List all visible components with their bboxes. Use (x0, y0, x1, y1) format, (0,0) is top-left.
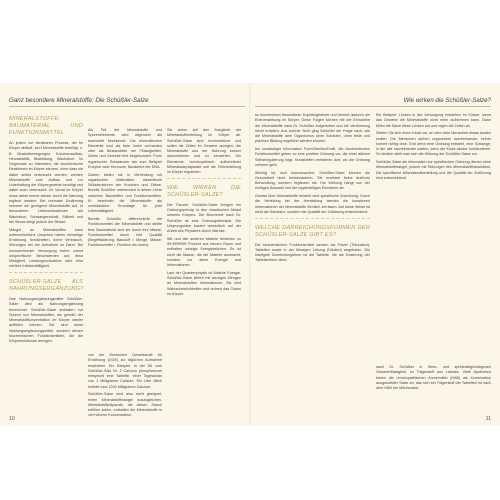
paragraph: Wir und alle anderen Materie bestehen zu 99,9999999 Prozent aus leerem Raum und enthalten winzige Energieteilchen. Es ist nicht die Masse, die die Materie ausmacht, sondern vor allem Energie und Informationen. (167, 236, 241, 267)
section-heading: WIE WIRKEN DIE SCHÜßLER-SALZE? (167, 184, 241, 198)
left-column-3 (167, 128, 241, 300)
paragraph: An jedem nur denkbaren Prozess, der im Körper abläuft, sind Mineralstoffe beteiligt, z. B. Muskelbewegungen, Knochenaufbau, Herzaktivität, Blutbildung, Wachstum. Im Gegensatz zu Vitaminen, die biochemische Reaktionen im Körper steuern, ohne dass sie dabei selbst verbraucht werden, werden Mineralstoffe zum Aufbau und zur Unterhaltung der Körpergewebe benötigt und dabei auch verbraucht. Ihr Vorrat im Körper muss daher immer wieder durch die Nahrung ergänzt werden. Bei normaler Ernährung nehmen wir genügend Mineralstoffe auf. In besonderen Lebenssituationen wie Wachstum, Schwangerschaft, Stillzeit und bei Stress steigt jedoch der Bedarf. (9, 141, 83, 224)
paragraph: bei zuständiger Information Form/Struktur/Kraft, die biochemischen Funktionsmittel geben so eine positive Ordnung vor, die einer aktiven Selbstregulierung folgt. Krankheiten entstehen dort, wo die Ordnung verloren geht. (255, 147, 370, 167)
left-column-2 (88, 128, 162, 251)
paragraph: Das Nahrungsergänzungsmittel Schüßler-Salze wird als Nahrungsergänzung bezeichnet. Schüßler-Salze enthalten nur Spuren von Mineralstoffen, die gemäß der Mineralstoffkonzentration im Körper wieder auffüllen können. Sie sind keine Nahrungsergänzungsmittel, sondern dienen biochemischen Funktionsmitteln, die die Körperfunktionen anregen. (9, 297, 83, 343)
paragraph: von der Deutschen Gesellschaft für Ernährung (DGE) zur täglichen Aufnahme empfohlen. Ein Beispiel: In der D6 vom Schüßler-Salz Nr. 2 Calcium phosphoricum entspricht eine Tablette, einer Tagesdosis von 1 Milligramm Calcium. Ein Liter Milch enthält rund 1200 Milligramm Calcium. (88, 353, 162, 389)
running-header-left: Ganz besondere Mineralstoffe: Die Schüßler-Salze (9, 97, 149, 104)
right-column-2-lower (376, 365, 491, 394)
page-number-right: 11 (485, 416, 491, 422)
page-number-left: 10 (9, 416, 15, 422)
paragraph: Mangel an Mineralstoffen kann unterschiedliche Ursachen haben: einseitige Ernährung, Krankheiten, hoher Verbrauch, Störungen bei der Aufnahme im Darm. Bei unzureichender Versorgung treten zuerst unspezifische Beschwerden auf, etwa Müdigkeit, Leistungsschwäche oder eine erhöhte Infektanfälligkeit. (9, 227, 83, 269)
left-column-1 (9, 110, 83, 347)
section-heading: MINERALSTOFFE: BAUMATERIAL UND FUNKTIONSMITTEL (9, 116, 83, 136)
right-column-1 (255, 113, 370, 266)
book-spread (0, 83, 500, 426)
paragraph: Ein Beispiel: Lücken in der Versorgung entstehen im Körper, wenn das Gewebe die Mineralstoffe nicht mehr aufnehmen kann. Dann füllen die Salze diese Lücken auf und regen die Zellen an. (376, 113, 491, 128)
paragraph: Zudem bilden sie in Verbindung mit organischen Materialien wesentliche Stützstrukturen wie Knochen und Zähne. Bereits Schüßler unterschied in seiner Lehre zwischen Baustoffen und Funktionsmitteln. Er beschrieb die Mineralstoffe als unerlässliche Grundlage für jede Lebenstätigkeit. (88, 172, 162, 214)
section-heading: SCHÜßLER-SALZE ALS NAHRUNGSERGÄNZUNG? (9, 279, 84, 292)
paragraph: Sie zielen auf den Ausgleich der Mineralstoffverteilung im Körper ab. Schüßler-Salze sind hochverdünnt und sollen die Zellen im Gewebe anregen, die Mineralstoffe aus der Nahrung besser aufzunehmen und zu verwerten. Die Einnahme homöopathisch aufbereiteter Mineralsalzpräparate soll die Fehlverteilung im Körper regulieren. (167, 128, 241, 174)
right-page (250, 83, 500, 426)
running-header-right: Wie wirken die Schüßler-Salze? (403, 97, 491, 104)
section-heading: WELCHE DARREICHUNGSFORMEN DER SCHÜßLER-SALZE GIBT ES? (255, 224, 370, 238)
header-rule (9, 106, 245, 107)
paragraph: Bereits Schüßler differenzierte die Funktionsmittel der Mineralstoffe und stellte fest: Baumaterial sind sie durch ihre Masse, Funktionsmittel durch ihre Qualität (Begriffsklärung: Baustoff = Menge, Masse; Funktionsmittel = Funktion als Ionen). (88, 217, 162, 248)
paragraph: Wichtig ist, sich klarzumachen: Schüßler-Salze können die Gesundheit nicht herbeizaubern. Sie ersetzen keine ärztliche Behandlung, sondern ergänzen sie. Die Wirkung hängt von der richtigen Auswahl und der regelmäßigen Einnahme ab. (255, 170, 370, 191)
section-divider (255, 218, 370, 219)
left-page (0, 83, 250, 426)
header-rule (255, 106, 491, 107)
paragraph: Gewiss über Mineralstoffe besteht eine spezifische Zuordnung. Durch die Verteilung bei der Herstellung werden die komplexen Informationen der Mineralstoffe förmlich zerrissen. Auf diese Weise ist nicht die Substanz, sondern die Qualität der Zuführung entscheidend. (255, 194, 370, 214)
right-column-2 (376, 113, 491, 184)
left-column-2-lower (88, 353, 162, 421)
paragraph: Schüßler-Salze als Information zur spezifischen Ordnung dienen ohne Mineralstoffmangel, jedoch mit Störungen des Mineralstoffhaushaltes. Die spezifische Mineralstoffverteilung und die Qualität der Zuführung sind entscheidend. (376, 160, 491, 180)
section-divider (167, 178, 241, 179)
paragraph: Als Teil der Mineralstoffe und Spurenelemente wird allgemein als essenziell bezeichnet. Die mineralischen Elemente sind als freie Ionen vorhanden oder als Bestandteile der Flüssigkeiten, Zellen und Gewebe fest eingebunden. Form organischer Substanzen wie zum Beispiel Enzyme oder Hormone, Bausteine der DNA. (88, 128, 162, 169)
paragraph: Die biochemischen Funktionsmittel werden als Pulver (Trituration), Tabletten sowie in der flüssigen Lösung (Dilution) angeboten. Die häufigste Darreichungsform ist die Tablette, die als Dosierung der Tablettenform dient. (255, 242, 370, 263)
paragraph: Die Theorie: Schüßler-Salze bringen ein Ordnungsprinzip in den chaotischen Ablauf unseres Körpers. Die Biochemie nach Dr. Schüßler ist eine Ordnungstherapie. Die Ursprungsidee basiert wesentlich auf der Arbeit des Physikers Ulrich Warnke. (167, 202, 241, 233)
paragraph: Schüßler-Salze sind also nicht geeignet, einen Mineralstoffmangel auszugleichen. Mineralstoffpräparate, die diesen Zweck erfüllen sollen, enthalten die Mineralstoffe in viel höherer Konzentration. (88, 392, 162, 418)
section-divider (9, 272, 83, 273)
paragraph: so biochemisch besonderen Kopfsteigfreiheit und hemmt dadurch die Ebenenwirkung im Körper. Diese Folgen können mit der Einnahme der Mineralstoffe nach Dr. Schüßler aufgehoben und die Verdünnung reicht erhalten. Aus solcher Sicht ging Schüßler der Frage nach, wie die Mineralstoffe dem Organismus ohne Schäden, ohne feste und präzisen Bildung zugeführt werden können. (255, 113, 370, 144)
paragraph: Laut der Quantenphysik ist Materie Energie. Schüßler-Salze liefern mit winzigen Mengen an Mineralstoffen Informationen. Sie sind Wahrscheinlichkeiten und ordnen das Chaos im Körper. (167, 270, 241, 296)
paragraph: Stellen Sie sich einen Kiosk vor, an dem viele Menschen etwas kaufen wollen. Die Menschen stehen ungeordnet durcheinander, keiner kommt richtig dran. Erst wenn eine Ordnung entsteht, eine Schlange, in der alle nacheinander warten, kann der Kiosk wieder funktionieren. So ähnlich stellt man sich die Wirkung der Schüßler-Salze vor. (376, 131, 491, 157)
paragraph: nach Dr. Schüßler in Streu- und spritzhaltig/kollagenen Gewebeflüssigkeit, im Trägerstoff aus Laktose. Viele Apotheken bieten die homöopathischen Arzneimittel (HAB) als Kombination ausgewählter Salze an, das sich bei Trägerstoff der Tabletten ist nach dem HAB der Milchzucker. (376, 365, 491, 390)
